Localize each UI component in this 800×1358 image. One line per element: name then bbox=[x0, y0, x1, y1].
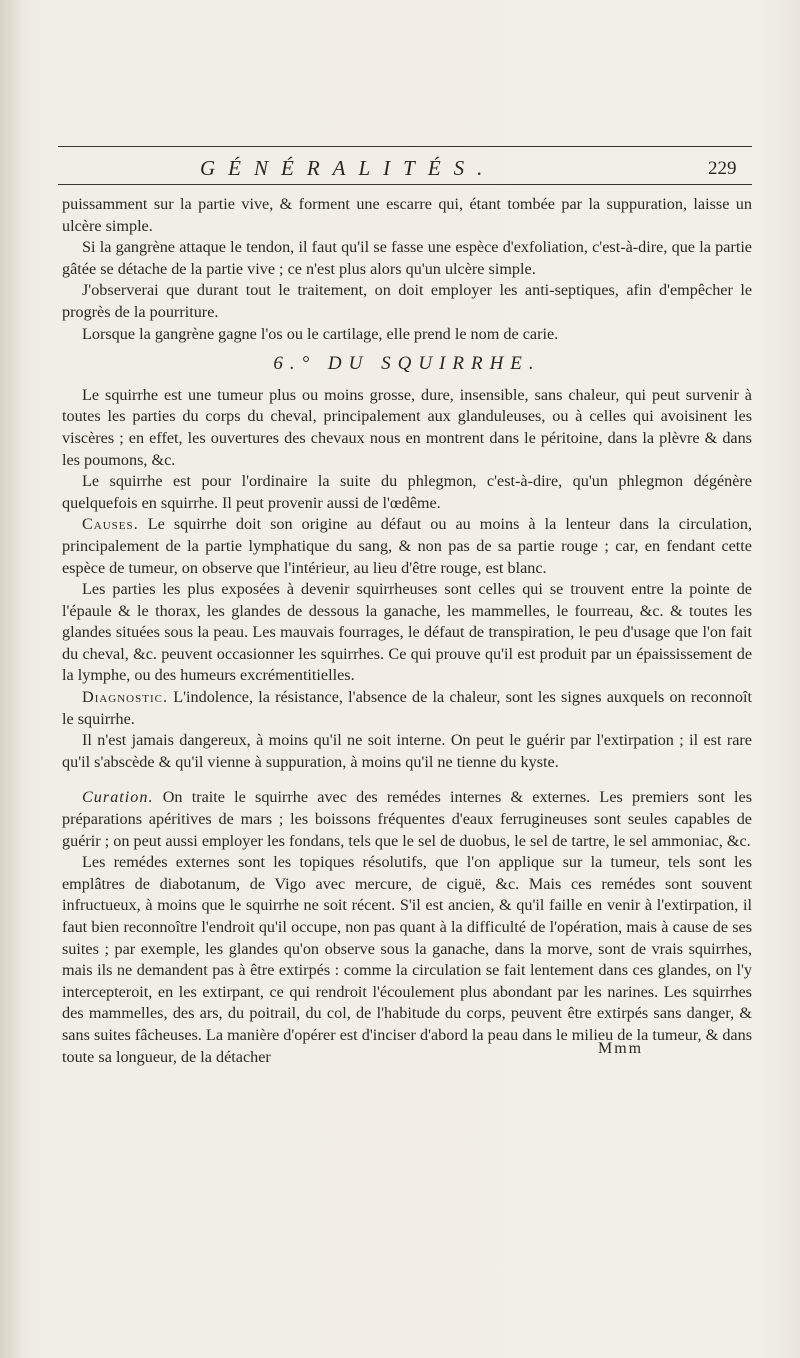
paragraph: Les remédes externes sont les topiques résolutifs, que l'on applique sur la tumeur, tels sont les emplâtres de diabotanum, de Vigo avec mercure, de ciguë, &c. Mais ces remédes sont souvent infructueux, à moins que le squirrhe ne soit récent. S'il est ancien, & qu'il faille en venir à l'extirpation, il faut bien reconnoître l'endroit qu'il occupe, non pas quant à la difficulté de l'opération, mais à cause de ses suites ; par exemple, les glandes qu'on observe sous la ganache, dans la morve, sont de vrais squirrhes, mais ils ne demandent pas à être extirpés : comme la circulation se fait lentement dans ces glandes, on l'y intercepteroit, en les extirpant, ce qui rendroit l'écoulement plus abondant par les narines. Les squirrhes des mammelles, des ars, du poitrail, du col, de l'habitude du corps, peuvent être extirpés sans danger, & sans suites fâcheuses. La manière d'opérer est d'inciser d'abord la peau dans le milieu de la tumeur, & dans toute sa longueur, de la détacher bbox=[62, 853, 752, 1066]
paragraph-gap bbox=[62, 773, 752, 787]
causes-label: Causes. bbox=[82, 515, 139, 534]
paragraph: Le squirrhe est une tumeur plus ou moins grosse, dure, insensible, sans chaleur, qui peut survenir à toutes les parties du corps du cheval, principalement aux glanduleuses, ou à celles qui avoisinent les viscères ; en effet, les ouvertures des chevaux nous en montrent dans le péritoine, dans la plèvre & dans les poumons, &c. bbox=[62, 385, 752, 469]
page-number: 229 bbox=[708, 158, 737, 179]
paragraph: Lorsque la gangrène gagne l'os ou le cartilage, elle prend le nom de carie. bbox=[82, 324, 559, 343]
running-head: GÉNÉRALITÉS. bbox=[200, 156, 496, 180]
curation-text: On traite le squirrhe avec des remédes internes & externes. Les premiers sont les préparations apéritives de mars ; les boissons fréquentes d'eaux ferrugineuses sont seules capables de guérir ; on peut aussi employer les fondans, tels que le sel de duobus, le sel de tartre, le sel ammoniac, &c. bbox=[62, 788, 752, 850]
causes-paragraph bbox=[62, 514, 752, 579]
curation-paragraph bbox=[62, 787, 752, 852]
diagnostic-text: L'indolence, la résistance, l'absence de la chaleur, sont les signes auxquels on reconnoît le squirrhe. bbox=[62, 688, 752, 728]
paragraph: puissamment sur la partie vive, & forment une escarre qui, étant tombée par la suppuration, laisse un ulcère simple. bbox=[62, 195, 752, 235]
curation-label: Curation. bbox=[82, 788, 154, 807]
diagnostic-paragraph bbox=[62, 687, 752, 730]
signature-mark: Mmm bbox=[598, 1040, 644, 1057]
page-gutter bbox=[0, 0, 22, 1358]
paragraph: Les parties les plus exposées à devenir squirrheuses sont celles qui se trouvent entre la pointe de l'épaule & le thorax, les glandes de dessous la ganache, les mammelles, le fourreau, &c. & toutes les glandes situées sous la peau. Les mauvais fourrages, le défaut de transpiration, le peu d'usage que l'on fait du cheval, &c. peuvent occasionner les squirrhes. Ce qui prouve qu'il est produit par un épaississement de la lymphe, ou des humeurs excrémentitielles. bbox=[62, 580, 752, 685]
causes-text: Le squirrhe doit son origine au défaut ou au moins à la lenteur dans la circulation, principalement de la partie lymphatique du sang, & non pas de sa partie rouge ; car, en fendant cette espèce de tumeur, on observe que l'intérieur, au lieu d'être rouge, est blanc. bbox=[62, 515, 752, 577]
paragraph: Si la gangrène attaque le tendon, il faut qu'il se fasse une espèce d'exfoliation, c'est-à-dire, que la partie gâtée se détache de la partie vive ; ce n'est plus alors qu'un ulcère simple. bbox=[62, 238, 752, 278]
header-rule-bottom bbox=[58, 184, 752, 185]
paragraph: Il n'est jamais dangereux, à moins qu'il ne soit interne. On peut le guérir par l'extirpation ; il est rare qu'il s'abscède & qu'il vienne à suppuration, à moins qu'il ne tienne du kyste. bbox=[62, 731, 752, 771]
diagnostic-label: Diagnostic. bbox=[82, 688, 169, 707]
header-rule-top bbox=[58, 146, 752, 147]
section-heading: 6.° DU SQUIRRHE. bbox=[273, 353, 541, 375]
body-text bbox=[62, 194, 752, 1068]
paragraph: J'observerai que durant tout le traitement, on doit employer les anti-septiques, afin d'empêcher le progrès de la pourriture. bbox=[62, 281, 752, 321]
paragraph: Le squirrhe est pour l'ordinaire la suite du phlegmon, c'est-à-dire, qu'un phlegmon dégénère quelquefois en squirrhe. Il peut provenir aussi de l'œdême. bbox=[62, 472, 752, 512]
